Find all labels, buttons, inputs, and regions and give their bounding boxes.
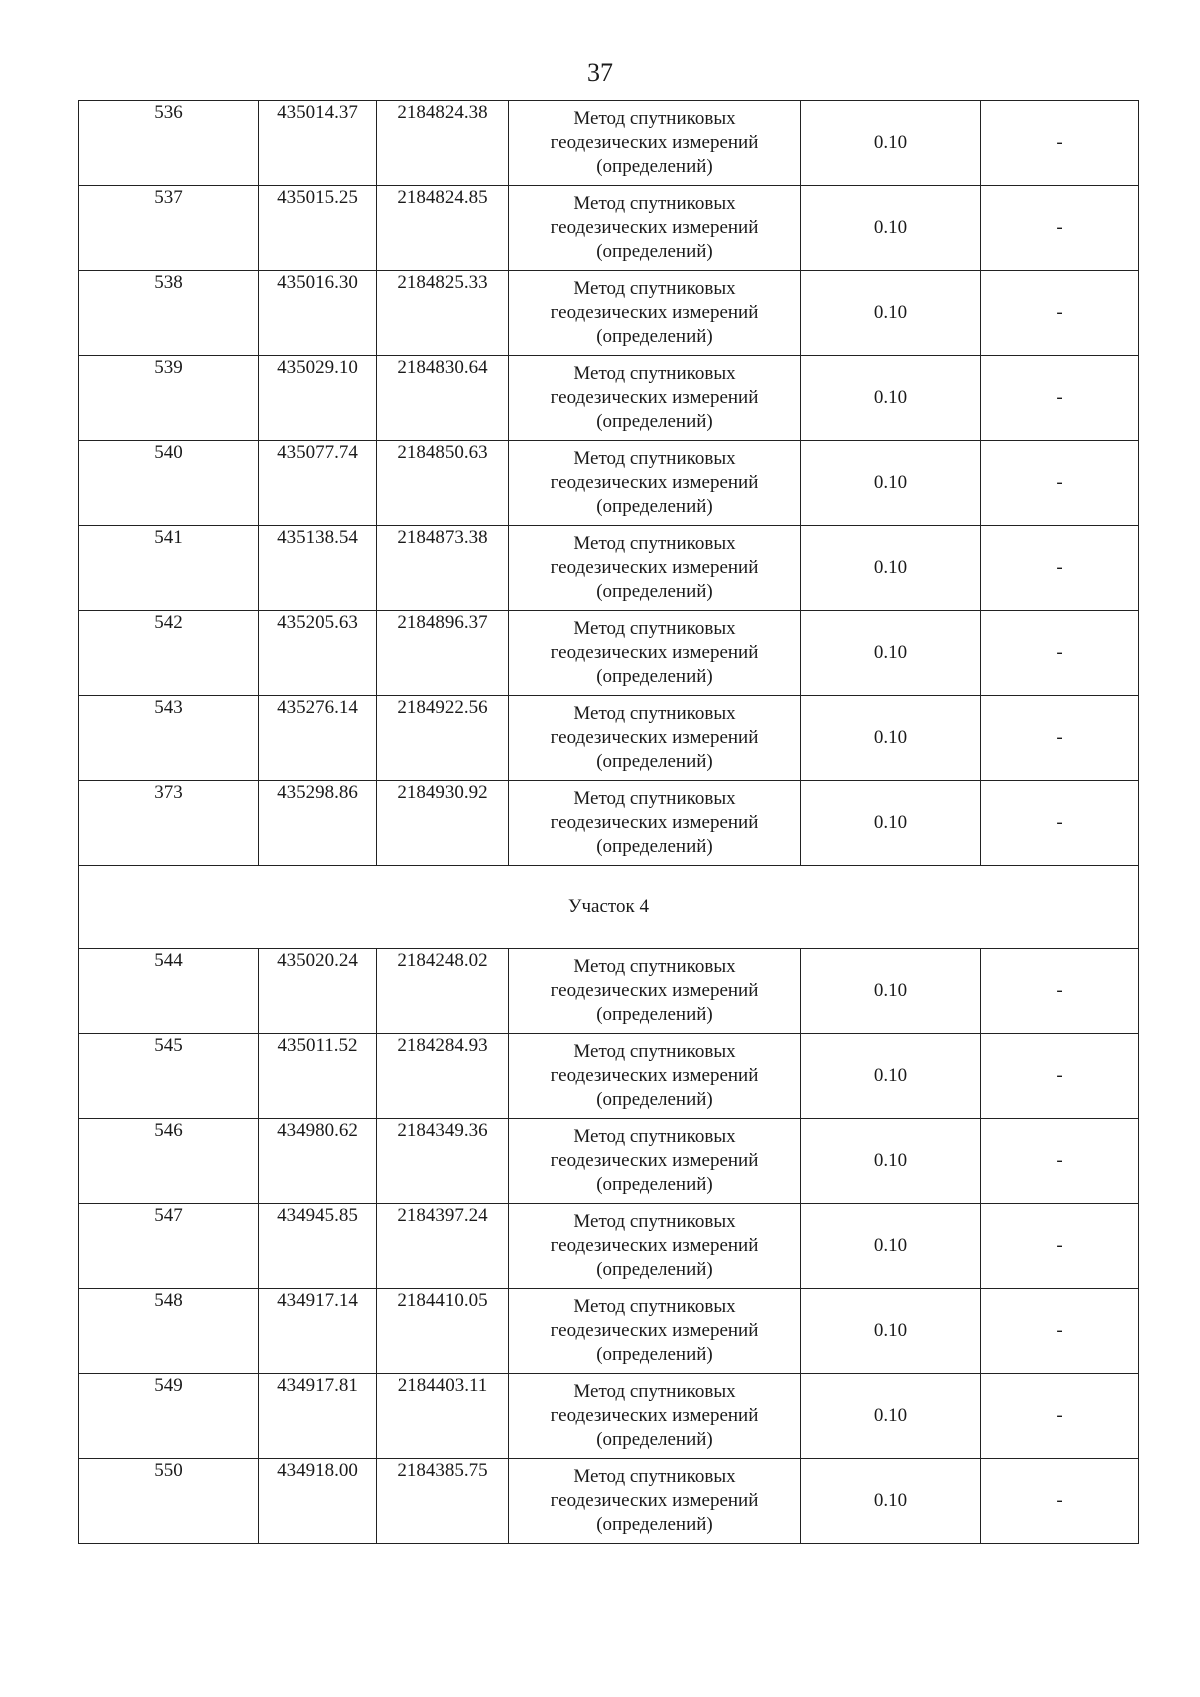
table-row [79,949,1139,1034]
y-coordinate-cell: 2184284.93 [377,1034,509,1119]
method-line: Метод спутниковых [573,1466,736,1487]
method-line: геодезических измерений [550,132,759,153]
method-line: (определений) [596,1429,713,1450]
method-line: геодезических измерений [550,727,759,748]
point-number-cell: 536 [79,101,259,186]
table-row [79,1289,1139,1374]
y-coordinate-cell: 2184830.64 [377,356,509,441]
method-line: Метод спутниковых [573,363,736,384]
y-coordinate-cell: 2184824.38 [377,101,509,186]
extra-cell: - [981,526,1139,611]
y-coordinate-cell: 2184896.37 [377,611,509,696]
x-coordinate-cell: 434980.62 [259,1119,377,1204]
x-coordinate-cell: 434945.85 [259,1204,377,1289]
x-coordinate-cell: 435205.63 [259,611,377,696]
method-cell [509,1289,801,1374]
x-coordinate-cell: 434917.14 [259,1289,377,1374]
point-number-cell: 550 [79,1459,259,1544]
method-line: (определений) [596,1514,713,1535]
method-line: (определений) [596,496,713,517]
method-line: геодезических измерений [550,1065,759,1086]
point-number-cell: 549 [79,1374,259,1459]
method-cell [509,441,801,526]
method-cell [509,696,801,781]
accuracy-cell: 0.10 [801,1289,981,1374]
table-row [79,1459,1139,1544]
section-title: Участок 4 [79,866,1139,949]
method-cell [509,949,801,1034]
section-header-row [79,866,1139,949]
method-line: геодезических измерений [550,1235,759,1256]
accuracy-cell: 0.10 [801,1459,981,1544]
method-line: (определений) [596,1344,713,1365]
point-number-cell: 541 [79,526,259,611]
method-line: геодезических измерений [550,812,759,833]
method-line: Метод спутниковых [573,1381,736,1402]
method-cell [509,1374,801,1459]
method-line: (определений) [596,1174,713,1195]
accuracy-cell: 0.10 [801,526,981,611]
accuracy-cell: 0.10 [801,949,981,1034]
method-cell [509,101,801,186]
point-number-cell: 542 [79,611,259,696]
x-coordinate-cell: 435138.54 [259,526,377,611]
accuracy-cell: 0.10 [801,356,981,441]
y-coordinate-cell: 2184825.33 [377,271,509,356]
method-cell [509,526,801,611]
x-coordinate-cell: 435011.52 [259,1034,377,1119]
y-coordinate-cell: 2184385.75 [377,1459,509,1544]
extra-cell: - [981,1459,1139,1544]
method-line: геодезических измерений [550,980,759,1001]
accuracy-cell: 0.10 [801,611,981,696]
method-cell [509,1034,801,1119]
table-row [79,356,1139,441]
point-number-cell: 548 [79,1289,259,1374]
y-coordinate-cell: 2184349.36 [377,1119,509,1204]
method-line: Метод спутниковых [573,108,736,129]
x-coordinate-cell: 434918.00 [259,1459,377,1544]
table-body [79,101,1139,1544]
method-line: Метод спутниковых [573,278,736,299]
y-coordinate-cell: 2184397.24 [377,1204,509,1289]
y-coordinate-cell: 2184922.56 [377,696,509,781]
method-line: (определений) [596,241,713,262]
table-row [79,271,1139,356]
extra-cell: - [981,1289,1139,1374]
y-coordinate-cell: 2184248.02 [377,949,509,1034]
extra-cell: - [981,101,1139,186]
x-coordinate-cell: 435077.74 [259,441,377,526]
point-number-cell: 539 [79,356,259,441]
point-number-cell: 545 [79,1034,259,1119]
method-cell [509,271,801,356]
extra-cell: - [981,611,1139,696]
coordinates-table [78,100,1139,1544]
point-number-cell: 543 [79,696,259,781]
method-line: Метод спутниковых [573,788,736,809]
method-line: геодезических измерений [550,1150,759,1171]
accuracy-cell: 0.10 [801,186,981,271]
table-row [79,1204,1139,1289]
accuracy-cell: 0.10 [801,781,981,866]
method-line: геодезических измерений [550,642,759,663]
y-coordinate-cell: 2184873.38 [377,526,509,611]
method-line: Метод спутниковых [573,1296,736,1317]
method-line: (определений) [596,411,713,432]
method-line: Метод спутниковых [573,533,736,554]
table-row [79,441,1139,526]
method-line: (определений) [596,1004,713,1025]
method-line: (определений) [596,1259,713,1280]
accuracy-cell: 0.10 [801,1119,981,1204]
extra-cell: - [981,441,1139,526]
method-line: Метод спутниковых [573,448,736,469]
extra-cell: - [981,186,1139,271]
accuracy-cell: 0.10 [801,1204,981,1289]
method-cell [509,611,801,696]
extra-cell: - [981,696,1139,781]
method-line: геодезических измерений [550,387,759,408]
method-line: Метод спутниковых [573,956,736,977]
method-line: геодезических измерений [550,217,759,238]
y-coordinate-cell: 2184410.05 [377,1289,509,1374]
x-coordinate-cell: 435014.37 [259,101,377,186]
method-line: (определений) [596,326,713,347]
point-number-cell: 537 [79,186,259,271]
method-line: (определений) [596,1089,713,1110]
accuracy-cell: 0.10 [801,1034,981,1119]
method-cell [509,186,801,271]
method-line: геодезических измерений [550,1320,759,1341]
method-line: геодезических измерений [550,557,759,578]
table-row [79,101,1139,186]
method-line: Метод спутниковых [573,1211,736,1232]
method-line: геодезических измерений [550,302,759,323]
accuracy-cell: 0.10 [801,271,981,356]
table-row [79,1374,1139,1459]
accuracy-cell: 0.10 [801,441,981,526]
method-line: (определений) [596,156,713,177]
point-number-cell: 547 [79,1204,259,1289]
table-row [79,611,1139,696]
extra-cell: - [981,356,1139,441]
extra-cell: - [981,949,1139,1034]
x-coordinate-cell: 435298.86 [259,781,377,866]
table-row [79,526,1139,611]
x-coordinate-cell: 435020.24 [259,949,377,1034]
method-cell [509,1204,801,1289]
accuracy-cell: 0.10 [801,696,981,781]
extra-cell: - [981,271,1139,356]
y-coordinate-cell: 2184850.63 [377,441,509,526]
method-line: геодезических измерений [550,1490,759,1511]
y-coordinate-cell: 2184824.85 [377,186,509,271]
table-row [79,186,1139,271]
method-line: Метод спутниковых [573,1126,736,1147]
method-cell [509,356,801,441]
method-line: геодезических измерений [550,1405,759,1426]
extra-cell: - [981,1204,1139,1289]
point-number-cell: 538 [79,271,259,356]
x-coordinate-cell: 435015.25 [259,186,377,271]
accuracy-cell: 0.10 [801,101,981,186]
method-line: Метод спутниковых [573,193,736,214]
y-coordinate-cell: 2184930.92 [377,781,509,866]
table-row [79,1119,1139,1204]
method-line: (определений) [596,836,713,857]
method-line: (определений) [596,666,713,687]
page-number: 37 [587,58,613,87]
method-line: геодезических измерений [550,472,759,493]
method-cell [509,1459,801,1544]
method-line: (определений) [596,751,713,772]
extra-cell: - [981,1374,1139,1459]
extra-cell: - [981,781,1139,866]
y-coordinate-cell: 2184403.11 [377,1374,509,1459]
point-number-cell: 544 [79,949,259,1034]
point-number-cell: 540 [79,441,259,526]
x-coordinate-cell: 434917.81 [259,1374,377,1459]
method-line: (определений) [596,581,713,602]
x-coordinate-cell: 435029.10 [259,356,377,441]
table-row [79,781,1139,866]
table-row [79,1034,1139,1119]
extra-cell: - [981,1034,1139,1119]
method-line: Метод спутниковых [573,618,736,639]
point-number-cell: 546 [79,1119,259,1204]
accuracy-cell: 0.10 [801,1374,981,1459]
method-line: Метод спутниковых [573,1041,736,1062]
point-number-cell: 373 [79,781,259,866]
extra-cell: - [981,1119,1139,1204]
method-line: Метод спутниковых [573,703,736,724]
table-row [79,696,1139,781]
method-cell [509,1119,801,1204]
x-coordinate-cell: 435016.30 [259,271,377,356]
method-cell [509,781,801,866]
x-coordinate-cell: 435276.14 [259,696,377,781]
